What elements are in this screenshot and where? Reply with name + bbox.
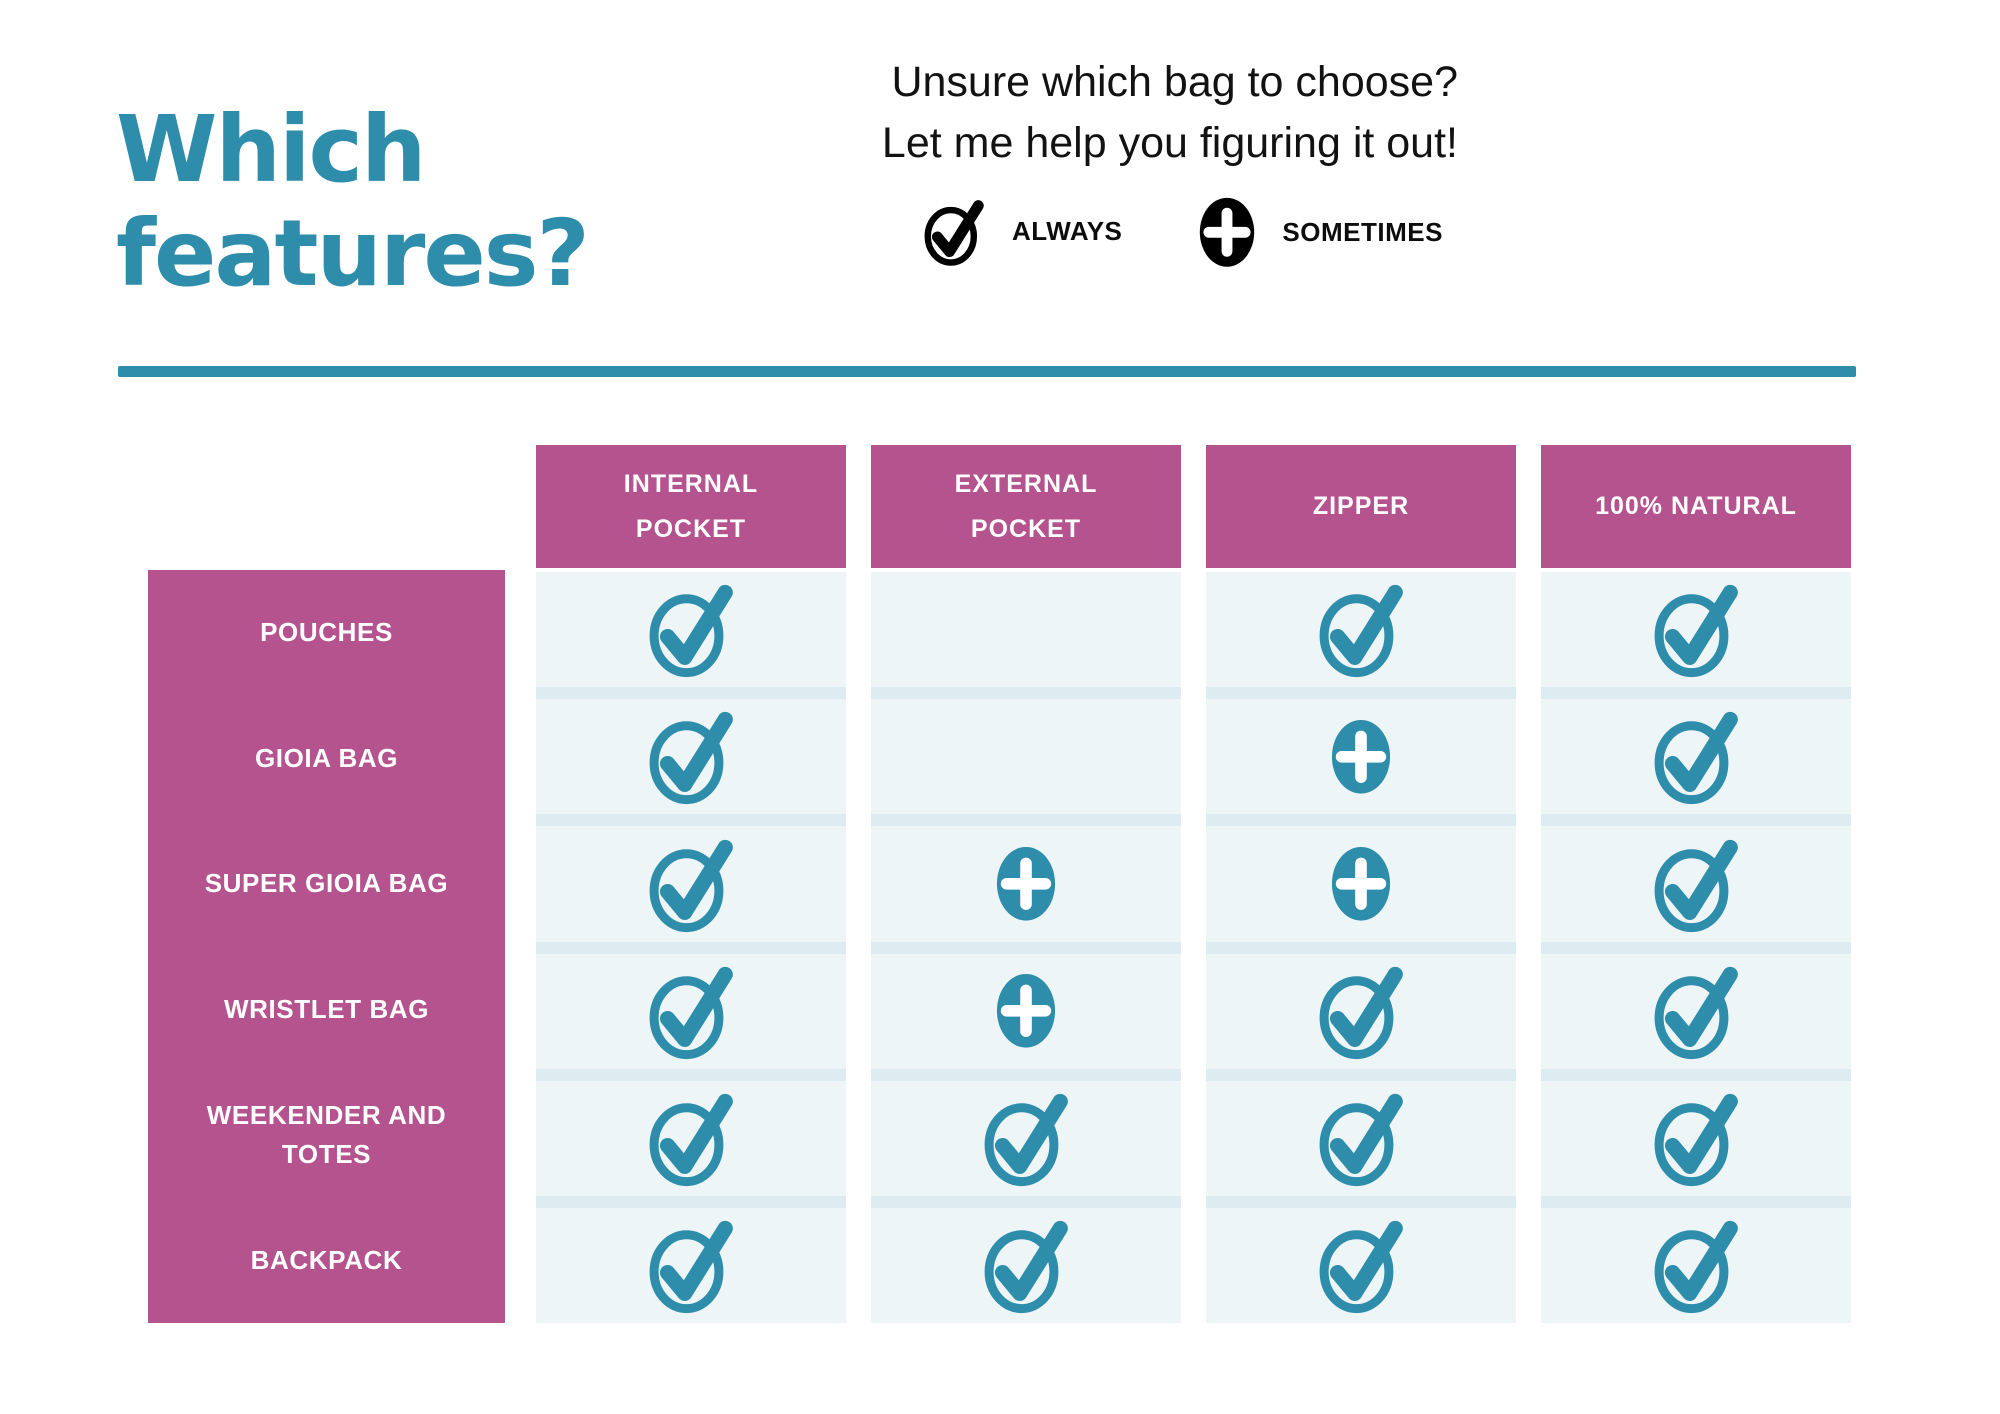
feature-column [871, 445, 1181, 1323]
legend-label-sometimes: SOMETIMES [1282, 216, 1443, 247]
always-check-icon [1316, 579, 1406, 680]
divider-rule [118, 366, 1856, 377]
always-check-icon [1316, 961, 1406, 1062]
feature-columns [536, 445, 1851, 1323]
sometimes-plus-icon [1330, 845, 1392, 923]
always-check-icon [646, 706, 736, 807]
always-check-icon [1651, 1215, 1741, 1316]
column-body [1206, 572, 1516, 1323]
column-body [536, 572, 846, 1323]
feature-cell [1541, 572, 1851, 687]
sometimes-plus-icon [1330, 718, 1392, 796]
feature-column [536, 445, 846, 1323]
always-check-icon [1651, 961, 1741, 1062]
feature-column [1206, 445, 1516, 1323]
always-check-icon [646, 1215, 736, 1316]
feature-cell [1541, 687, 1851, 814]
feature-cell [536, 814, 846, 941]
always-check-icon [1651, 579, 1741, 680]
column-body [1541, 572, 1851, 1323]
always-check-icon [646, 579, 736, 680]
row-label: BACKPACK [250, 1244, 403, 1275]
always-check-icon [981, 1088, 1071, 1189]
always-check-icon [646, 1088, 736, 1189]
always-check-icon [1651, 1088, 1741, 1189]
column-header: ZIPPER [1206, 445, 1516, 568]
sometimes-plus-icon [995, 845, 1057, 923]
column-body [871, 572, 1181, 1323]
legend-item-sometimes [1198, 196, 1443, 269]
legend-item-always [922, 196, 1122, 268]
column-header: EXTERNAL POCKET [871, 445, 1181, 568]
always-check-icon [1651, 834, 1741, 935]
subtitle [698, 52, 1458, 175]
feature-cell [1206, 942, 1516, 1069]
sometimes-plus-icon [995, 972, 1057, 1050]
legend-label-always: ALWAYS [1012, 216, 1123, 247]
feature-cell [536, 1069, 846, 1196]
feature-cell [1541, 814, 1851, 941]
feature-cell [1206, 1069, 1516, 1196]
row-label: WRISTLET BAG [223, 993, 430, 1024]
feature-cell [871, 1069, 1181, 1196]
feature-cell [536, 687, 846, 814]
subtitle-line-2: Let me help you figuring it out! [881, 119, 1458, 168]
feature-cell [1206, 1196, 1516, 1323]
feature-cell [871, 814, 1181, 941]
feature-cell [1206, 687, 1516, 814]
always-check-icon [981, 1215, 1071, 1316]
always-check-icon [1316, 1088, 1406, 1189]
always-check-icon [922, 196, 986, 268]
feature-cell [536, 1196, 846, 1323]
feature-cell [1206, 572, 1516, 687]
feature-cell [871, 687, 1181, 814]
feature-cell [871, 942, 1181, 1069]
sometimes-plus-icon [1198, 196, 1256, 269]
feature-cell [536, 572, 846, 687]
row-label: SUPER GIOIA BAG [204, 868, 449, 899]
feature-cell [871, 572, 1181, 687]
row-label: WEEKENDER AND TOTES [206, 1099, 447, 1169]
feature-cell [1541, 1196, 1851, 1323]
always-check-icon [1651, 706, 1741, 807]
always-check-icon [646, 961, 736, 1062]
legend [922, 194, 1443, 270]
always-check-icon [1316, 1215, 1406, 1316]
feature-cell [1541, 942, 1851, 1069]
feature-cell [871, 1196, 1181, 1323]
page-title: Which features? [116, 95, 588, 307]
column-header: INTERNAL POCKET [536, 445, 846, 568]
subtitle-line-1: Unsure which bag to choose? [891, 58, 1458, 106]
feature-cell [1206, 814, 1516, 941]
feature-column [1541, 445, 1851, 1323]
row-labels-column [148, 570, 505, 1323]
feature-cell [536, 942, 846, 1069]
row-label: POUCHES [260, 617, 393, 648]
always-check-icon [646, 834, 736, 935]
column-header: 100% NATURAL [1541, 445, 1851, 568]
row-label: GIOIA BAG [254, 742, 399, 773]
feature-cell [1541, 1069, 1851, 1196]
